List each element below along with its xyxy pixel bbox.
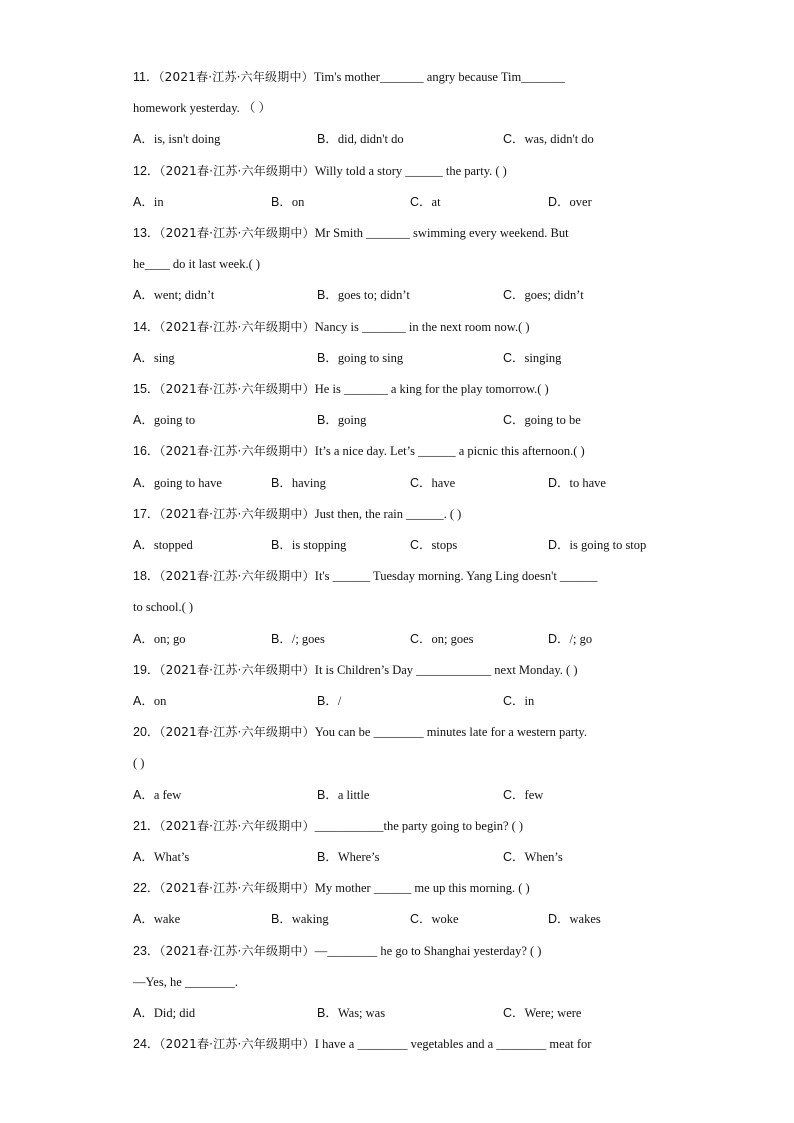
answer-option (410, 193, 441, 211)
question-text: Nancy is _______ in the next room now.( ) (314, 319, 530, 334)
option-text: goes; didn’t (524, 288, 584, 303)
option-text: Were; were (524, 1006, 582, 1020)
answer-option (317, 349, 403, 367)
question-source: （2021春·江苏·六年级期中） (159, 226, 315, 240)
question-stem (133, 68, 565, 86)
option-letter: C． (503, 132, 525, 147)
option-text: on (153, 694, 167, 708)
answer-option (503, 786, 543, 804)
question-text: It’s a nice day. Let’s ______ a picnic this afternoon.( ) (314, 444, 585, 459)
answer-option (317, 411, 366, 429)
option-text: Did; did (153, 1006, 196, 1020)
question-text: It is Children’s Day ____________ next Monday. ( ) (314, 662, 578, 677)
question-number: 15． (133, 382, 160, 396)
answer-option (271, 193, 304, 211)
option-letter: C． (503, 413, 525, 428)
answer-option (410, 474, 455, 492)
option-letter: D． (548, 194, 570, 209)
question-stem (133, 1035, 591, 1053)
answer-option (317, 848, 380, 866)
option-letter: C． (503, 787, 525, 802)
answer-option (133, 630, 185, 648)
option-letter: B． (317, 1006, 338, 1020)
option-letter: C． (503, 1006, 525, 1020)
option-letter: B． (271, 631, 292, 646)
question-source: （2021春·江苏·六年级期中） (159, 506, 315, 521)
answer-option (133, 536, 193, 554)
answer-option (133, 1004, 195, 1022)
answer-option (317, 130, 404, 148)
answer-option (133, 848, 189, 866)
option-letter: A． (133, 132, 154, 147)
option-text: did, didn't do (337, 132, 404, 147)
option-text: woke (431, 912, 459, 927)
question-source: （2021春·江苏·六年级期中） (159, 1037, 315, 1052)
question-number: 18． (133, 569, 160, 584)
option-letter: D． (548, 912, 570, 927)
option-letter: C． (410, 912, 432, 927)
option-text: on (291, 194, 305, 209)
question-stem-continued (133, 99, 271, 117)
option-letter: B． (317, 413, 338, 428)
answer-option (133, 692, 166, 710)
question-number: 23． (133, 943, 160, 958)
option-letter: B． (271, 194, 292, 209)
option-letter: B． (271, 475, 292, 490)
option-letter: A． (133, 1006, 154, 1020)
question-source: （2021春·江苏·六年级期中） (159, 943, 315, 958)
answer-option (503, 1004, 581, 1022)
answer-option (271, 474, 326, 492)
answer-option (271, 910, 329, 928)
question-source: （2021春·江苏·六年级期中） (158, 70, 314, 84)
question-text: —________ he go to Shanghai yesterday? ( ) (314, 943, 542, 958)
question-stem (133, 318, 530, 336)
question-stem (133, 723, 587, 741)
question-stem (133, 661, 577, 679)
option-text: on; goes (431, 631, 474, 646)
option-text: stops (431, 538, 458, 552)
option-letter: A． (133, 850, 154, 864)
option-text: When’s (524, 850, 563, 864)
question-number: 21． (133, 818, 160, 833)
question-stem (133, 162, 507, 180)
option-text: going to have (153, 475, 222, 490)
question-source: （2021春·江苏·六年级期中） (159, 662, 315, 677)
answer-option (133, 286, 214, 304)
question-number: 22． (133, 881, 160, 896)
option-text: have (431, 475, 456, 490)
option-letter: A． (133, 350, 154, 365)
answer-option (503, 286, 584, 304)
option-letter: C． (410, 194, 432, 209)
option-letter: B． (317, 350, 338, 365)
answer-option (317, 692, 341, 710)
option-text: singing (524, 350, 562, 365)
option-text: /; go (569, 631, 593, 646)
question-text: —Yes, he ________. (133, 974, 238, 989)
answer-option (503, 130, 594, 148)
option-text: going to sing (337, 350, 404, 365)
option-text: wake (153, 912, 181, 927)
option-letter: B． (317, 787, 338, 802)
question-text: My mother ______ me up this morning. ( ) (314, 881, 530, 896)
question-text: Just then, the rain ______. ( ) (314, 506, 462, 521)
option-text: Was; was (337, 1006, 386, 1020)
option-letter: C． (503, 288, 525, 303)
question-text: It's ______ Tuesday morning. Yang Ling doesn't ______ (314, 569, 598, 584)
option-letter: B． (271, 538, 292, 552)
question-source: （2021春·江苏·六年级期中） (159, 569, 315, 584)
option-letter: B． (271, 912, 292, 927)
option-text: wakes (569, 912, 601, 927)
question-number: 12． (133, 163, 160, 178)
question-source: （2021春·江苏·六年级期中） (159, 725, 315, 740)
answer-option (548, 630, 592, 648)
question-stem-continued (133, 598, 193, 616)
question-text: homework yesterday. （ ） (133, 101, 272, 116)
option-letter: A． (133, 631, 154, 646)
option-letter: A． (133, 538, 154, 552)
answer-option (133, 130, 220, 148)
option-letter: D． (548, 631, 570, 646)
answer-option (548, 910, 601, 928)
question-stem (133, 879, 530, 897)
option-letter: C． (410, 475, 432, 490)
option-letter: A． (133, 787, 154, 802)
option-text: having (291, 475, 326, 490)
question-source: （2021春·江苏·六年级期中） (159, 818, 315, 833)
answer-option (410, 910, 459, 928)
answer-option (133, 910, 180, 928)
option-text: in (153, 194, 164, 209)
question-number: 20． (133, 725, 160, 740)
question-number: 17． (133, 506, 160, 521)
question-text: Willy told a story ______ the party. ( ) (314, 163, 507, 178)
question-number: 14． (133, 319, 160, 334)
answer-option (317, 286, 410, 304)
question-source: （2021春·江苏·六年级期中） (159, 382, 315, 396)
option-text: waking (291, 912, 329, 927)
question-stem (133, 567, 597, 585)
option-text: in (524, 694, 535, 708)
option-letter: B． (317, 132, 338, 147)
option-text: few (524, 787, 544, 802)
option-letter: A． (133, 912, 154, 927)
option-text: on; go (153, 631, 186, 646)
option-letter: C． (410, 631, 432, 646)
option-letter: B． (317, 694, 338, 708)
answer-option (133, 786, 181, 804)
option-letter: D． (548, 538, 570, 552)
answer-option (503, 411, 581, 429)
option-text: / (337, 694, 342, 708)
option-letter: D． (548, 475, 570, 490)
answer-option (133, 411, 195, 429)
question-stem (133, 505, 461, 523)
option-text: is going to stop (569, 538, 647, 552)
question-stem (133, 942, 541, 960)
answer-option (503, 848, 563, 866)
answer-option (410, 630, 474, 648)
option-text: stopped (153, 538, 193, 552)
option-letter: A． (133, 475, 154, 490)
option-text: going to be (524, 413, 581, 428)
option-text: to have (569, 475, 606, 490)
option-letter: A． (133, 194, 154, 209)
question-source: （2021春·江苏·六年级期中） (159, 163, 315, 178)
answer-option (503, 349, 561, 367)
question-stem (133, 380, 549, 398)
option-text: was, didn't do (524, 132, 594, 147)
answer-option (133, 349, 175, 367)
option-text: went; didn’t (153, 288, 215, 303)
question-number: 24． (133, 1037, 160, 1052)
question-stem-continued (133, 754, 144, 772)
answer-option (133, 474, 222, 492)
answer-option (317, 786, 369, 804)
question-text: I have a ________ vegetables and a ________ meat for (314, 1037, 592, 1052)
option-letter: B． (317, 850, 338, 864)
option-text: is stopping (291, 538, 347, 552)
question-stem-continued (133, 255, 260, 273)
option-text: /; goes (291, 631, 325, 646)
question-number: 19． (133, 662, 160, 677)
answer-option (548, 193, 592, 211)
question-stem (133, 224, 569, 242)
option-letter: C． (503, 850, 525, 864)
question-stem (133, 442, 585, 460)
question-text: Tim's mother_______ angry because Tim_______ (313, 70, 565, 84)
option-text: going to (153, 413, 196, 428)
answer-option (271, 630, 325, 648)
option-text: is, isn't doing (153, 132, 221, 147)
option-letter: A． (133, 694, 154, 708)
question-source: （2021春·江苏·六年级期中） (159, 881, 315, 896)
option-text: a few (153, 787, 182, 802)
question-text: ___________the party going to begin? ( ) (314, 818, 524, 833)
option-letter: C． (503, 694, 525, 708)
option-letter: B． (317, 288, 338, 303)
question-number: 16． (133, 444, 160, 459)
question-text: ( ) (133, 756, 145, 771)
answer-option (548, 536, 646, 554)
answer-option (503, 692, 534, 710)
answer-option (317, 1004, 385, 1022)
option-text: at (431, 194, 441, 209)
question-text: to school.( ) (133, 600, 194, 615)
option-text: going (337, 413, 367, 428)
option-text: What’s (153, 850, 190, 864)
option-letter: A． (133, 288, 154, 303)
question-text: He is _______ a king for the play tomorrow.( ) (314, 382, 549, 396)
question-stem (133, 817, 523, 835)
option-text: Where’s (337, 850, 380, 864)
question-text: You can be ________ minutes late for a western party. (314, 725, 587, 740)
answer-option (410, 536, 457, 554)
question-text: Mr Smith _______ swimming every weekend. But (314, 226, 569, 240)
option-text: over (569, 194, 592, 209)
answer-option (548, 474, 606, 492)
question-number: 11． (133, 70, 159, 84)
question-stem-continued (133, 973, 238, 991)
option-text: a little (337, 787, 370, 802)
option-letter: C． (503, 350, 525, 365)
question-source: （2021春·江苏·六年级期中） (159, 444, 315, 459)
question-number: 13． (133, 226, 160, 240)
answer-option (133, 193, 164, 211)
question-text: he____ do it last week.( ) (133, 257, 261, 272)
option-text: goes to; didn’t (337, 288, 410, 303)
option-letter: C． (410, 538, 432, 552)
answer-option (271, 536, 346, 554)
option-letter: A． (133, 413, 154, 428)
question-source: （2021春·江苏·六年级期中） (159, 319, 315, 334)
option-text: sing (153, 350, 175, 365)
